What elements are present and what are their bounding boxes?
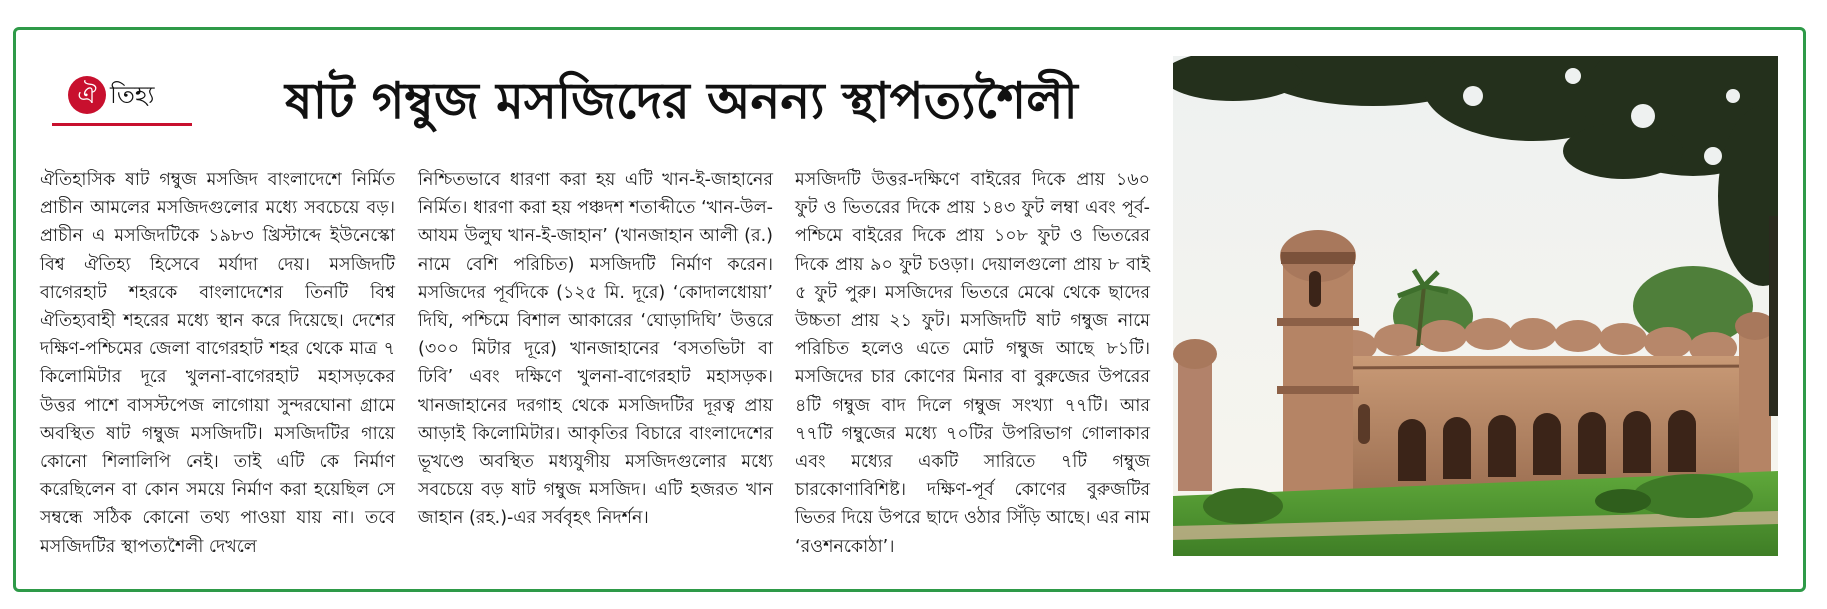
section-tag-badge: ঐ [68, 76, 106, 114]
article-column-2: নিশ্চিতভাবে ধারণা করা হয় এটি খান-ই-জাহানের নির্মিত। ধারণা করা হয় পঞ্চদশ শতাব্দীতে ‘খান-উল-আযম উলুঘ খান-ই-জাহান’ (খানজাহান আলী (র.) নামে বেশি পরিচিত) মসজিদটি নির্মাণ করেন। মসজিদের পূর্বদিকে (১২৫ মি. দূরে) ‘কোদালধোয়া’ দিঘি, পশ্চিমে বিশাল আকারের ‘ঘোড়াদিঘি’ উত্তরে (৩০০ মিটার দূরে) খানজাহানের ‘বসতভিটা বা ঢিবি’ এবং দক্ষিণে খুলনা-বাগেরহাট মহাসড়ক। খানজাহানের দরগাহ থেকে মসজিদটির দূরত্ব প্রায় আড়াই কিলোমিটার। আকৃতির বিচারে বাংলাদেশের ভূখণ্ডে অবস্থিত মধ্যযুগীয় মসজিদগুলোর মধ্যে সবচেয়ে বড় ষাট গম্বুজ মসজিদ। এটি হজরত খান জাহান (রহ.)-এর সর্ববৃহৎ নিদর্শন। [418, 170, 773, 529]
section-tag-underline [52, 123, 192, 126]
mosque-illustration [1173, 56, 1778, 556]
article-headline: ষাট গম্বুজ মসজিদের অনন্য স্থাপত্যশৈলী [285, 71, 1078, 130]
article-column-3: মসজিদটি উত্তর-দক্ষিণে বাইরের দিকে প্রায় ১৬০ ফুট ও ভিতরের দিকে প্রায় ১৪৩ ফুট লম্বা এবং পূর্ব-পশ্চিমে বাইরের দিকে প্রায় ১০৮ ফুট ও ভিতরের দিকে প্রায় ৯০ ফুট চওড়া। দেয়ালগুলো প্রায় ৮ বাই ৫ ফুট পুরু। মসজিদের ভিতরে মেঝে থেকে ছাদের উচ্চতা প্রায় ২১ ফুট। মসজিদটি ষাট গম্বুজ নামে পরিচিত হলেও এতে মোট গম্বুজ আছে ৮১টি। মসজিদের চার কোণের মিনার বা বুরুজের উপরের ৪টি গম্বুজ বাদ দিলে গম্বুজ সংখ্যা ৭৭টি। আর ৭৭টি গম্বুজের মধ্যে ৭০টির উপরিভাগ গোলাকার এবং মধ্যের একটি সারিতে ৭টি গম্বুজ চারকোণাবিশিষ্ট। দক্ষিণ-পূর্ব কোণের বুরুজটির ভিতর দিয়ে উপরে ছাদে ওঠার সিঁড়ি আছে। এর নাম ‘রওশনকোঠা’। [795, 170, 1150, 557]
mosque-photo [1173, 56, 1778, 556]
section-tag-label: তিহ্য [110, 81, 155, 109]
section-tag [52, 76, 192, 128]
article-column-1: ঐতিহাসিক ষাট গম্বুজ মসজিদ বাংলাদেশে নির্মিত প্রাচীন আমলের মসজিদগুলোর মধ্যে সবচেয়ে বড়। প্রাচীন এ মসজিদটিকে ১৯৮৩ খ্রিস্টাব্দে ইউনেস্কো বিশ্ব ঐতিহ্য হিসেবে মর্যাদা দেয়। মসজিদটি বাগেরহাট শহরকে বাংলাদেশের তিনটি বিশ্ব ঐতিহ্যবাহী শহরের মধ্যে স্থান করে দিয়েছে। দেশের দক্ষিণ-পশ্চিমের জেলা বাগেরহাট শহর থেকে মাত্র ৭ কিলোমিটার দূরে খুলনা-বাগেরহাট মহাসড়কের উত্তর পাশে বাসস্টপেজ লাগোয়া সুন্দরঘোনা গ্রামে অবস্থিত ষাট গম্বুজ মসজিদটি। মসজিদটির গায়ে কোনো শিলালিপি নেই। তাই এটি কে নির্মাণ করেছিলেন বা কোন সময়ে নির্মাণ করা হয়েছিল সে সম্বন্ধে সঠিক কোনো তথ্য পাওয়া যায় না। তবে মসজিদটির স্থাপত্যশৈলী দেখলে [40, 170, 395, 557]
